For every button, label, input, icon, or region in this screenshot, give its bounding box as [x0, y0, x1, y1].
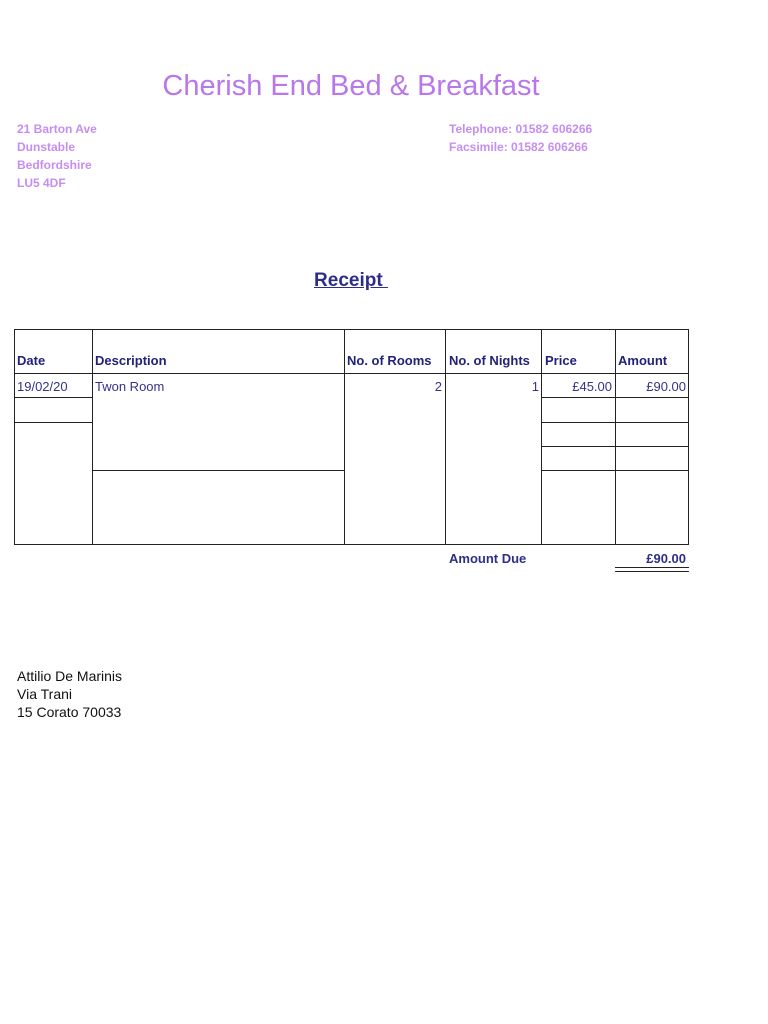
facsimile: Facsimile: 01582 606266: [449, 140, 588, 154]
customer-address: [17, 667, 122, 721]
row-date: 19/02/20: [17, 379, 68, 394]
row-nights: 1: [531, 379, 539, 394]
column-header-amount: Amount: [618, 353, 668, 368]
address-line: LU5 4DF: [17, 176, 66, 190]
amount-due-label: Amount Due: [449, 551, 527, 566]
telephone: Telephone: 01582 606266: [449, 122, 593, 136]
row-rooms: 2: [434, 379, 442, 394]
row-description: Twon Room: [95, 379, 165, 394]
amount-due-value: £90.00: [646, 551, 686, 566]
receipt-title: Receipt: [314, 270, 388, 291]
column-header-date: Date: [17, 353, 46, 368]
business-name: Cherish End Bed & Breakfast: [162, 70, 540, 102]
row-price: £45.00: [572, 379, 612, 394]
row-amount: £90.00: [646, 379, 686, 394]
column-header-price: Price: [545, 353, 577, 368]
customer-line: Attilio De Marinis: [17, 668, 123, 684]
customer-line: Via Trani: [17, 686, 72, 702]
customer-line: 15 Corato 70033: [17, 704, 122, 720]
address-line: Bedfordshire: [17, 158, 92, 172]
column-header-nights: No. of Nights: [449, 353, 530, 368]
address-line: 21 Barton Ave: [17, 122, 97, 136]
double-underline: [615, 567, 689, 572]
column-header-description: Description: [95, 353, 167, 368]
address-line: Dunstable: [17, 140, 76, 154]
column-header-rooms: No. of Rooms: [347, 353, 432, 368]
